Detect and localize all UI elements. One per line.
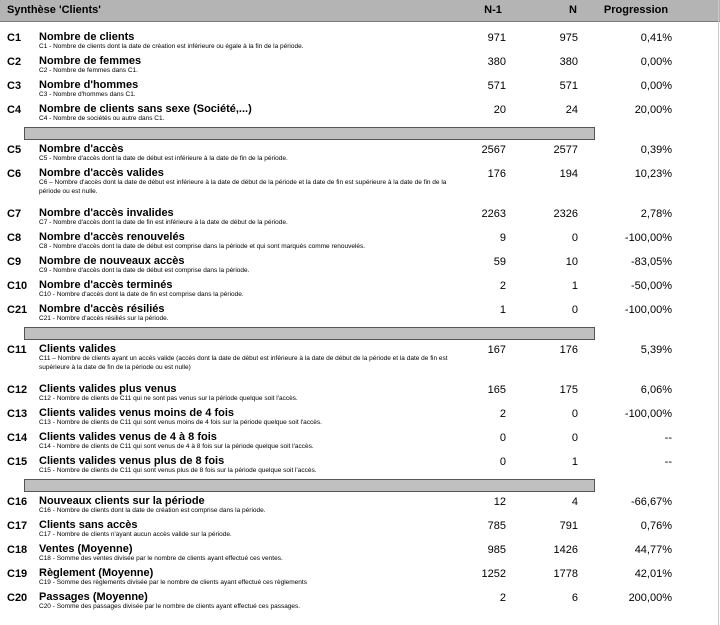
row-code: C2 (7, 56, 22, 68)
value-n: 2326 (553, 208, 578, 220)
row-code: C3 (7, 80, 22, 92)
value-n: 194 (559, 168, 578, 180)
value-n: 0 (571, 232, 578, 244)
value-n-1: 9 (499, 232, 506, 244)
row-title: Nombre d'accès renouvelés (39, 231, 185, 243)
row-description: C3 - Nombre d'hommes dans C1. (39, 91, 136, 98)
value-n: 24 (565, 104, 578, 116)
value-n-1: 1252 (481, 568, 506, 580)
value-n-1: 165 (487, 384, 506, 396)
row-description: C10 - Nombre d'accès dont la date de fin est comprise dans la période. (39, 291, 244, 298)
row-code: C17 (7, 520, 28, 532)
section-separator (24, 479, 595, 492)
value-progression: -- (664, 456, 672, 468)
value-progression: 2,78% (640, 208, 672, 220)
row-description: C14 - Nombre de clients de C11 qui sont venus de 4 à 8 fois sur la période quelque soit l'accès. (39, 443, 314, 450)
value-progression: 0,76% (640, 520, 672, 532)
row-title: Nombre de clients (39, 31, 135, 43)
value-n-1: 0 (499, 456, 506, 468)
row-description: C17 - Nombre de clients n'ayant aucun accès valide sur la période. (39, 531, 232, 538)
row-title: Clients valides venus plus de 8 fois (39, 455, 225, 467)
row-code: C16 (7, 496, 28, 508)
row-title: Nombre d'accès terminés (39, 279, 173, 291)
row-title: Clients valides plus venus (39, 383, 177, 395)
value-progression: -50,00% (631, 280, 672, 292)
row-code: C15 (7, 456, 28, 468)
row-description: C5 - Nombre d'accès dont la date de début est inférieure à la date de fin de la période. (39, 155, 288, 162)
row-description: C21 - Nombre d'accès résiliés sur la période. (39, 315, 169, 322)
row-title: Ventes (Moyenne) (39, 543, 133, 555)
row-code: C5 (7, 144, 22, 156)
value-progression: 20,00% (634, 104, 672, 116)
value-n: 380 (559, 56, 578, 68)
section-separator (24, 127, 595, 140)
value-n-1: 20 (493, 104, 506, 116)
value-progression: -100,00% (624, 232, 672, 244)
row-code: C19 (7, 568, 28, 580)
row-description: C2 - Nombre de femmes dans C1. (39, 67, 138, 74)
row-code: C10 (7, 280, 28, 292)
value-n: 0 (571, 408, 578, 420)
value-progression: 0,00% (640, 80, 672, 92)
row-description: C6 – Nombre d'accès dont la date de début est inférieure à la date de début de la période et la date de fin est supérieure à la date de fin de la période ou est nulle. (39, 179, 447, 195)
value-progression: -100,00% (624, 304, 672, 316)
value-n: 175 (559, 384, 578, 396)
value-progression: 42,01% (634, 568, 672, 580)
value-n-1: 167 (487, 344, 506, 356)
row-title: Nombre de femmes (39, 55, 142, 67)
value-n: 0 (571, 432, 578, 444)
row-title: Nombre de nouveaux accès (39, 255, 185, 267)
row-title: Nombre d'accès résiliés (39, 303, 165, 315)
value-progression: -83,05% (631, 256, 672, 268)
value-n: 6 (571, 592, 578, 604)
right-border (718, 0, 719, 625)
value-n: 1426 (553, 544, 578, 556)
section-separator (24, 327, 595, 340)
value-n-1: 985 (487, 544, 506, 556)
row-code: C9 (7, 256, 22, 268)
value-n-1: 2263 (481, 208, 506, 220)
value-progression: 10,23% (634, 168, 672, 180)
row-title: Clients valides (39, 343, 117, 355)
value-n-1: 2567 (481, 144, 506, 156)
row-title: Clients sans accès (39, 519, 138, 531)
value-n-1: 2 (499, 280, 506, 292)
row-description: C19 - Somme des règlements divisée par le nombre de clients ayant effectué ces règlements (39, 579, 307, 586)
value-progression: 5,39% (640, 344, 672, 356)
row-code: C14 (7, 432, 28, 444)
row-code: C7 (7, 208, 22, 220)
value-n-1: 2 (499, 408, 506, 420)
row-code: C8 (7, 232, 22, 244)
row-code: C12 (7, 384, 28, 396)
row-title: Nombre de clients sans sexe (Société,...) (39, 103, 252, 115)
row-title: Nombre d'accès (39, 143, 124, 155)
value-n-1: 971 (487, 32, 506, 44)
row-title: Clients valides venus moins de 4 fois (39, 407, 235, 419)
row-code: C11 (7, 344, 27, 356)
row-description: C7 - Nombre d'accès dont la date de fin est inférieure à la date de début de la période. (39, 219, 288, 226)
row-title: Nombre d'accès valides (39, 167, 164, 179)
row-code: C13 (7, 408, 28, 420)
row-description: C13 - Nombre de clients de C11 qui sont venus moins de 4 fois sur la période quelque soit l'accès. (39, 419, 322, 426)
value-n: 2577 (553, 144, 578, 156)
row-description: C9 - Nombre d'accès dont la date de début est comprise dans la période. (39, 267, 250, 274)
row-title: Nombre d'hommes (39, 79, 139, 91)
value-n: 4 (571, 496, 578, 508)
value-n-1: 59 (493, 256, 506, 268)
row-description: C20 - Somme des passages divisée par le nombre de clients ayant effectué ces passages. (39, 603, 301, 610)
row-code: C6 (7, 168, 22, 180)
value-n: 1778 (553, 568, 578, 580)
row-title: Nombre d'accès invalides (39, 207, 174, 219)
value-n: 791 (559, 520, 578, 532)
column-header-progression: Progression (603, 4, 669, 16)
row-description: C12 - Nombre de clients de C11 qui ne sont pas venus sur la période quelque soit l'accès. (39, 395, 298, 402)
row-title: Clients valides venus de 4 à 8 fois (39, 431, 217, 443)
column-header-n: N (569, 4, 577, 16)
value-n: 176 (559, 344, 578, 356)
row-description: C11 – Nombre de clients ayant un accès valide (accès dont la date de début est inférieure à la date de début de la période et la date de fin est supérieure à la date de fin de la période ou est nulle) (39, 355, 448, 371)
row-title: Nouveaux clients sur la période (39, 495, 205, 507)
report-title: Synthèse 'Clients' (7, 4, 101, 16)
value-n-1: 12 (493, 496, 506, 508)
value-n: 10 (565, 256, 578, 268)
value-progression: -66,67% (631, 496, 672, 508)
value-n-1: 176 (487, 168, 506, 180)
value-n-1: 0 (499, 432, 506, 444)
row-description: C16 - Nombre de clients dont la date de création est comprise dans la période. (39, 507, 266, 514)
value-progression: 200,00% (628, 592, 672, 604)
value-progression: 0,39% (640, 144, 672, 156)
row-code: C18 (7, 544, 28, 556)
row-description: C1 - Nombre de clients dont la date de création est inférieure ou égale à la fin de la période. (39, 43, 304, 50)
row-code: C20 (7, 592, 28, 604)
value-progression: -- (664, 432, 672, 444)
value-progression: 44,77% (634, 544, 672, 556)
row-description: C4 - Nombre de sociétés ou autre dans C1. (39, 115, 165, 122)
row-code: C1 (7, 32, 22, 44)
value-progression: 0,41% (640, 32, 672, 44)
value-progression: 0,00% (640, 56, 672, 68)
value-n: 571 (559, 80, 578, 92)
report-header (0, 0, 720, 22)
row-title: Règlement (Moyenne) (39, 567, 154, 579)
row-code: C21 (7, 304, 28, 316)
row-code: C4 (7, 104, 22, 116)
row-description: C15 - Nombre de clients de C11 qui sont venus plus de 8 fois sur la période quelque soit l'accès. (39, 467, 317, 474)
value-n-1: 785 (487, 520, 506, 532)
value-n-1: 380 (487, 56, 506, 68)
value-progression: 6,06% (640, 384, 672, 396)
column-header-n-1: N-1 (484, 4, 502, 16)
value-n: 975 (559, 32, 578, 44)
value-n-1: 2 (499, 592, 506, 604)
value-n: 1 (571, 456, 578, 468)
value-n: 0 (571, 304, 578, 316)
row-description: C8 - Nombre d'accès dont la date de début est comprise dans la période et qui sont marqués comme renouvelés. (39, 243, 366, 250)
value-n-1: 1 (499, 304, 506, 316)
row-description: C18 - Somme des ventes divisée par le nombre de clients ayant effectué ces ventes. (39, 555, 283, 562)
value-n-1: 571 (487, 80, 506, 92)
value-progression: -100,00% (624, 408, 672, 420)
value-n: 1 (571, 280, 578, 292)
row-title: Passages (Moyenne) (39, 591, 148, 603)
